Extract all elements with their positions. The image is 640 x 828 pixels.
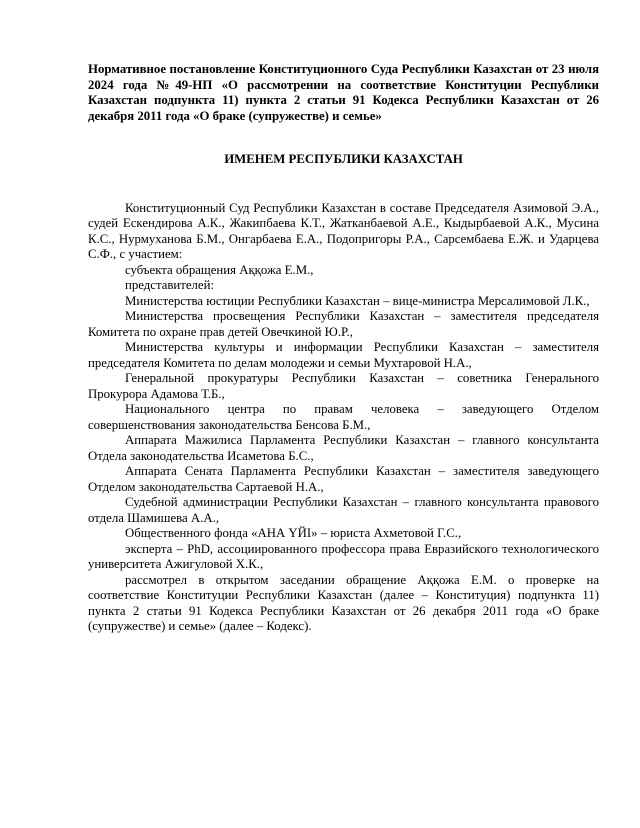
paragraph: Общественного фонда «АНА ҮЙІ» – юриста Ахметовой Г.С.,	[125, 526, 462, 540]
paragraph: субъекта обращения Аққожа Е.М.,	[125, 262, 314, 277]
paragraph: Конституционный Суд Республики Казахстан в составе Председателя Азимовой Э.А., судей Ескендирова А.К., Жакипбаева К.Т., Жатканбаевой А.Е., Кыдырбаевой А.К., Мусина К.С., Нурмуханова Б.М., Онгарбаева Е.А., Подопригоры Р.А., Сарсембаева Е.Ж. и Ударцева С.Ф., с участием:	[88, 200, 599, 261]
paragraph: Аппарата Сената Парламента Республики Казахстан – заместителя заведующего Отделом законодательства Сартаевой Н.А.,	[88, 464, 599, 494]
paragraph: Генеральной прокуратуры Республики Казахстан – советника Генерального Прокурора Адамова Т.Б.,	[88, 371, 599, 401]
document-body	[88, 201, 599, 635]
paragraph: Министерства культуры и информации Республики Казахстан – заместителя председателя Комитета по делам молодежи и семьи Мухтаровой Н.А.,	[88, 340, 599, 370]
paragraph: эксперта – PhD, ассоциированного профессора права Евразийского технологического университета Ажигуловой Х.К.,	[88, 541, 599, 571]
paragraph: рассмотрел в открытом заседании обращение Аққожа Е.М. о проверке на соответствие Конституции Республики Казахстан (далее – Конституция) подпункта 11) пункта 2 статьи 91 Кодекса Республики Казахстан от 26 декабря 2011 года «О браке (супружестве) и семье» (далее – Кодекс).	[88, 572, 599, 633]
document-title: Нормативное постановление Конституционного Суда Республики Казахстан от 23 июля 2024 года №49-НП «О рассмотрении на соответствие Конституции Республики Казахстан подпункта 11) пункта 2 статьи 91 Кодекса Республики Казахстан от 26 декабря 2011 года «О браке (супружестве) и семье»	[88, 62, 599, 123]
paragraph: Аппарата Мажилиса Парламента Республики Казахстан – главного консультанта Отдела законодательства Исаметова Б.С.,	[88, 433, 599, 463]
paragraph: Министерства юстиции Республики Казахстан – вице-министра Мерсалимовой Л.К.,	[125, 293, 590, 308]
paragraph: Министерства просвещения Республики Казахстан – заместителя председателя Комитета по охране прав детей Овечкиной Ю.Р.,	[88, 309, 599, 339]
paragraph: Национального центра по правам человека – заведующего Отделом совершенствования законодательства Бенсова Б.М.,	[88, 402, 599, 432]
document-heading: ИМЕНЕМ РЕСПУБЛИКИ КАЗАХСТАН	[224, 152, 463, 166]
paragraph: Судебной администрации Республики Казахстан – главного консультанта правового отдела Шамишева А.А.,	[88, 495, 599, 525]
paragraph: представителей:	[125, 278, 215, 292]
